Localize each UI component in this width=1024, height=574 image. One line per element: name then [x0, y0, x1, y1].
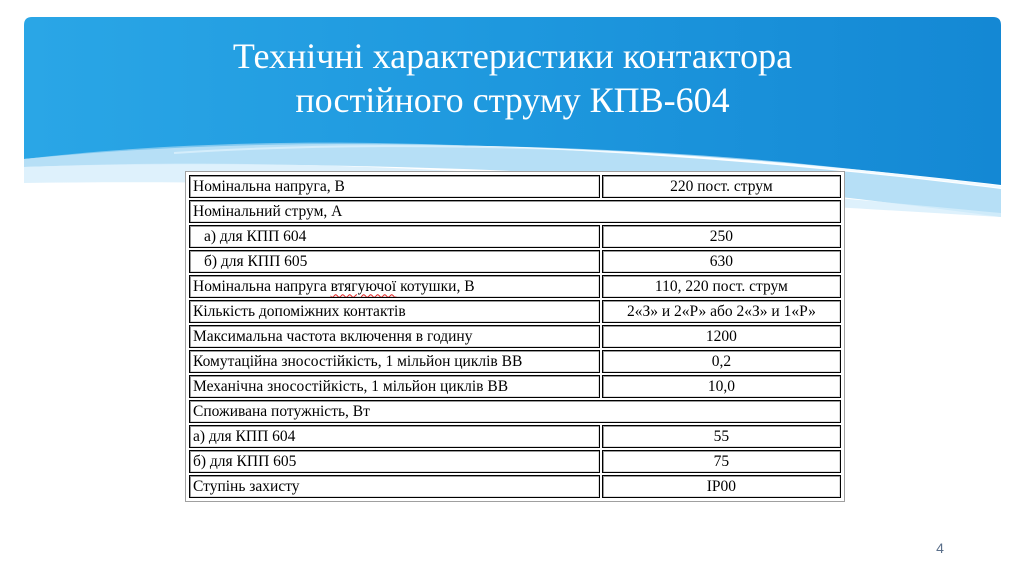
param-text: Номінальна напруга — [193, 277, 331, 295]
table-row — [189, 275, 841, 298]
param-cell: б) для КПП 605 — [189, 450, 600, 473]
value-cell: 110, 220 пост. струм — [602, 275, 841, 298]
table-row — [189, 200, 841, 223]
param-cell: Комутаційна зносостійкість, 1 мільйон циклів ВВ — [189, 350, 600, 373]
section-cell: Номінальний струм, А — [189, 200, 841, 223]
table-row — [189, 425, 841, 448]
section-cell: Споживана потужність, Вт — [189, 400, 841, 423]
spec-table — [187, 173, 843, 500]
table-row — [189, 475, 841, 498]
slide-title-line-1: Технічні характеристики контактора — [232, 36, 793, 76]
table-row — [189, 450, 841, 473]
slide-title-line-2: постійного струму КПВ-604 — [295, 80, 730, 120]
table-row — [189, 375, 841, 398]
page-number: 4 — [936, 540, 944, 556]
value-cell: 2«З» и 2«Р» або 2«З» и 1«Р» — [602, 300, 841, 323]
value-cell: IP00 — [602, 475, 841, 498]
spellcheck-word: втягуючої — [330, 277, 397, 295]
value-cell: 55 — [602, 425, 841, 448]
table-row — [189, 300, 841, 323]
value-cell: 630 — [602, 250, 841, 273]
param-cell: Механічна зносостійкість, 1 мільйон циклів ВВ — [189, 375, 600, 398]
value-cell: 1200 — [602, 325, 841, 348]
table-row — [189, 175, 841, 198]
param-cell: а) для КПП 604 — [189, 225, 600, 248]
table-row — [189, 250, 841, 273]
table-row — [189, 225, 841, 248]
table-row — [189, 400, 841, 423]
value-cell: 250 — [602, 225, 841, 248]
slide-title — [24, 34, 1001, 122]
param-cell — [189, 275, 600, 298]
param-cell: Ступінь захисту — [189, 475, 600, 498]
table-row — [189, 350, 841, 373]
table-row — [189, 325, 841, 348]
param-cell: а) для КПП 604 — [189, 425, 600, 448]
value-cell: 0,2 — [602, 350, 841, 373]
spec-table-frame — [185, 171, 845, 502]
param-text: котушки, В — [396, 277, 475, 295]
value-cell: 220 пост. струм — [602, 175, 841, 198]
param-cell: Кількість допоміжних контактів — [189, 300, 600, 323]
param-cell: Максимальна частота включення в годину — [189, 325, 600, 348]
param-cell: Номінальна напруга, В — [189, 175, 600, 198]
value-cell: 75 — [602, 450, 841, 473]
param-cell: б) для КПП 605 — [189, 250, 600, 273]
value-cell: 10,0 — [602, 375, 841, 398]
